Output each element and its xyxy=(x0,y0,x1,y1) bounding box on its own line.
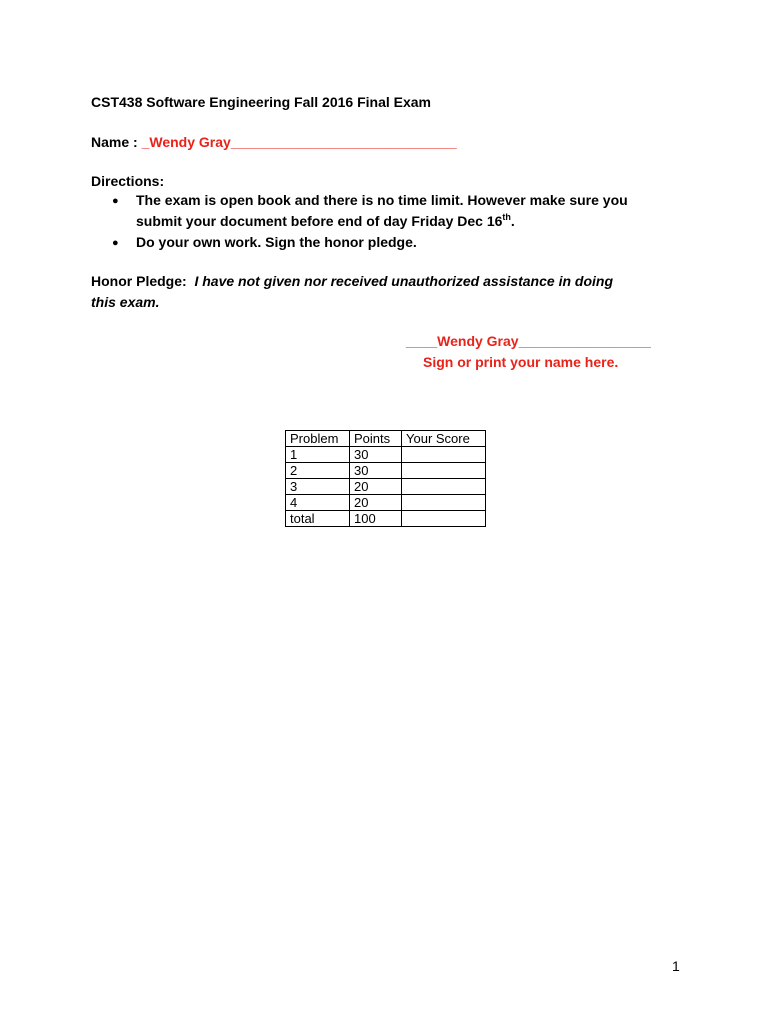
score-table xyxy=(285,430,486,527)
page-number: 1 xyxy=(672,958,680,974)
direction-item-2: Do your own work. Sign the honor pledge. xyxy=(136,234,417,250)
table-row xyxy=(286,463,486,479)
problem-cell: 1 xyxy=(286,447,350,463)
student-name-field[interactable]: _Wendy Gray_____________________________ xyxy=(141,134,457,150)
score-cell[interactable] xyxy=(402,479,486,495)
honor-pledge-label: Honor Pledge: xyxy=(91,273,187,289)
problem-cell: 2 xyxy=(286,463,350,479)
bullet-dot-icon: ● xyxy=(112,237,119,249)
deadline-text: submit your document before end of day Friday Dec 16 xyxy=(136,213,503,229)
bullet-dot-icon: ● xyxy=(112,195,119,207)
problem-cell: 4 xyxy=(286,495,350,511)
name-line xyxy=(91,134,457,151)
table-row-total xyxy=(286,511,486,527)
problem-cell: 3 xyxy=(286,479,350,495)
honor-pledge-text-1: I have not given nor received unauthorized assistance in doing xyxy=(194,273,613,289)
points-cell: 100 xyxy=(350,511,402,527)
signature-field[interactable]: ____Wendy Gray_________________ xyxy=(406,333,651,349)
table-row xyxy=(286,447,486,463)
exam-title: CST438 Software Engineering Fall 2016 Final Exam xyxy=(91,94,432,110)
points-cell: 20 xyxy=(350,495,402,511)
header-problem: Problem xyxy=(286,431,350,447)
direction-item-1-line-2 xyxy=(136,213,515,230)
points-cell: 30 xyxy=(350,447,402,463)
score-table-body xyxy=(286,431,486,527)
header-your-score: Your Score xyxy=(402,431,486,447)
directions-heading: Directions: xyxy=(91,173,165,189)
honor-pledge-text-2: this exam. xyxy=(91,294,160,310)
ordinal-suffix: th xyxy=(502,212,511,222)
points-cell: 20 xyxy=(350,479,402,495)
score-cell[interactable] xyxy=(402,511,486,527)
score-cell[interactable] xyxy=(402,463,486,479)
problem-cell: total xyxy=(286,511,350,527)
direction-item-1-line-1: The exam is open book and there is no time limit. However make sure you xyxy=(136,192,628,208)
points-cell: 30 xyxy=(350,463,402,479)
signature-caption: Sign or print your name here. xyxy=(423,354,619,370)
table-row xyxy=(286,495,486,511)
header-points: Points xyxy=(350,431,402,447)
score-table-header-row xyxy=(286,431,486,447)
honor-pledge-line-1 xyxy=(91,273,613,290)
name-label: Name : xyxy=(91,134,142,150)
score-cell[interactable] xyxy=(402,447,486,463)
table-row xyxy=(286,479,486,495)
sentence-end: . xyxy=(510,213,515,229)
score-cell[interactable] xyxy=(402,495,486,511)
